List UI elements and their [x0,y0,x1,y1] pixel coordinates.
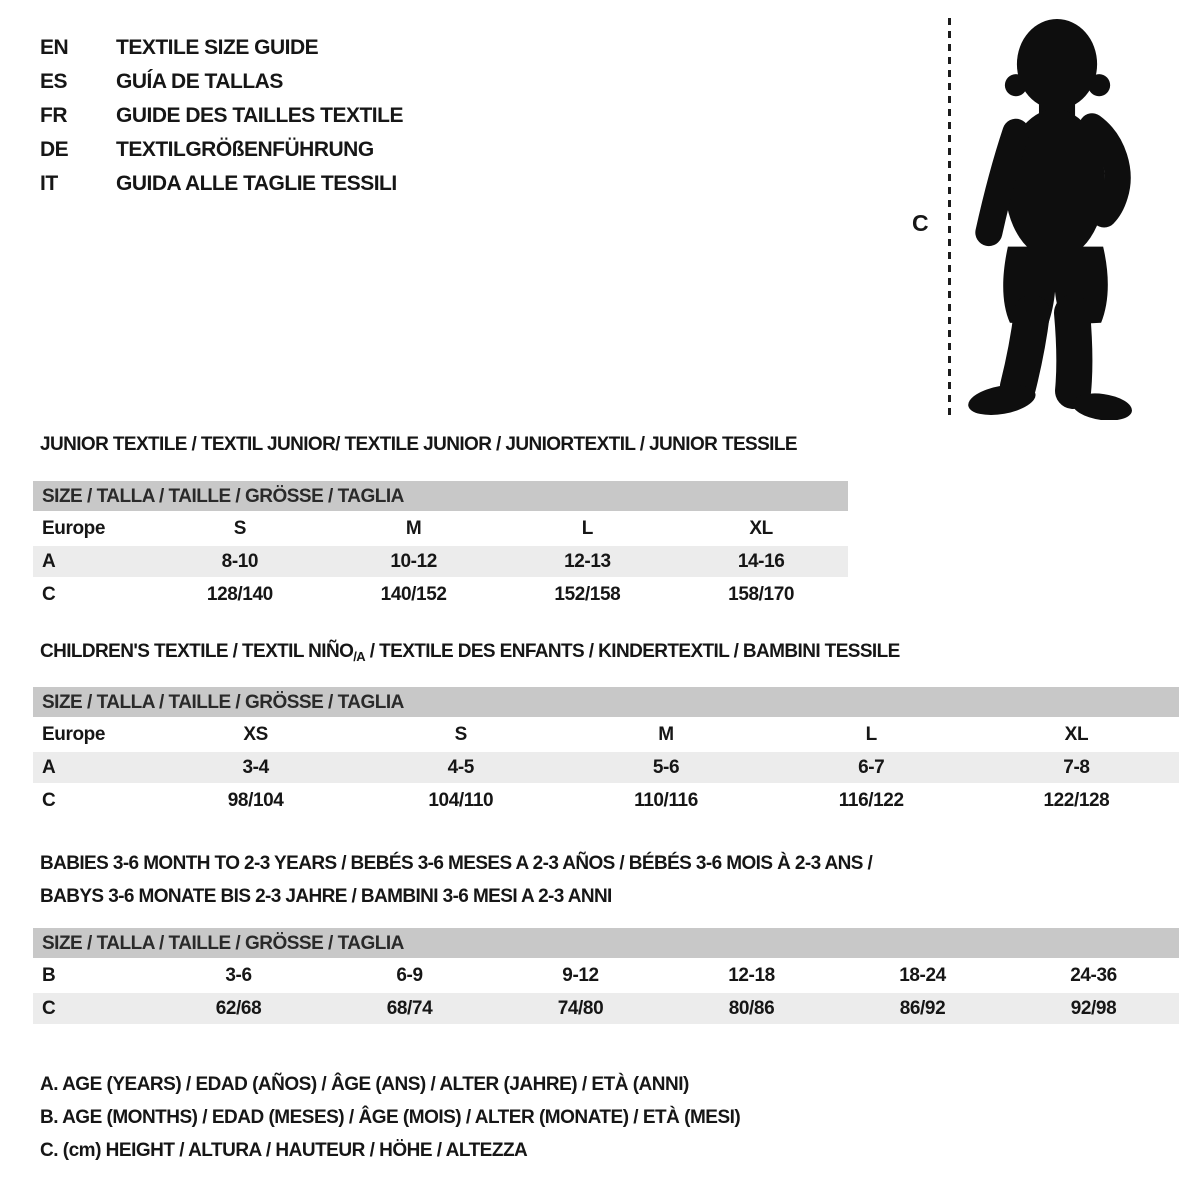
table-row [33,960,1179,991]
cell-value: 116/122 [838,789,904,811]
cell-value: 12-13 [564,550,611,572]
cell-value: 80/86 [728,997,775,1019]
guide-title-de: TEXTILGRÖßENFÜHRUNG [116,138,374,161]
table-row [33,719,1179,750]
footnote-age-years: A. AGE (YEARS) / EDAD (AÑOS) / ÂGE (ANS) / ALTER (JAHRE) / ETÀ (ANNI) [40,1074,689,1095]
cell-value: 98/104 [227,789,284,811]
cell-value: M [405,517,422,539]
language-title-list [40,31,403,201]
cell-value: 74/80 [557,997,604,1019]
cell-value: XS [243,723,268,745]
cell-value: 9-12 [562,964,599,986]
cell-value: 92/98 [1070,997,1117,1019]
section-title-babies-line2: BABYS 3-6 MONATE BIS 2-3 JAHRE / BAMBINI 3-6 MESI A 2-3 ANNI [40,886,612,907]
guide-title-es: GUÍA DE TALLAS [116,70,283,93]
table-header-bar: SIZE / TALLA / TAILLE / GRÖSSE / TAGLIA [33,928,1179,958]
cell-value: 5-6 [652,756,680,778]
section-title-junior: JUNIOR TEXTILE / TEXTIL JUNIOR/ TEXTILE JUNIOR / JUNIORTEXTIL / JUNIOR TESSILE [40,434,797,455]
cell-value: L [865,723,877,745]
row-label: B [42,964,56,986]
baby-silhouette-shapes [966,19,1134,420]
table-row [33,785,1179,816]
language-code: DE [40,138,69,161]
table-row [33,993,1179,1024]
cell-value: 104/110 [428,789,494,811]
cell-value: 6-9 [396,964,423,986]
table-header-bar: SIZE / TALLA / TAILLE / GRÖSSE / TAGLIA [33,481,848,511]
footnotes [40,1074,740,1173]
table-body [33,719,1179,816]
language-code: FR [40,104,67,127]
cell-value: XL [749,517,773,539]
row-label: C [42,997,56,1019]
height-dashed-line [948,18,951,416]
cell-value: 152/158 [554,583,621,605]
row-label: A [42,756,56,778]
cell-value: 3-6 [225,964,252,986]
cell-value: S [454,723,467,745]
table-row [33,579,848,610]
cell-value: 68/74 [386,997,433,1019]
cell-value: 86/92 [899,997,946,1019]
language-code: EN [40,36,69,59]
guide-title-it: GUIDA ALLE TAGLIE TESSILI [116,172,397,195]
baby-silhouette-image [963,14,1140,420]
language-row [40,31,403,65]
section-title-children-suffix: / TEXTILE DES ENFANTS / KINDERTEXTIL / BAMBINI TESSILE [365,641,900,662]
cell-value: 62/68 [215,997,262,1019]
table-header-bar: SIZE / TALLA / TAILLE / GRÖSSE / TAGLIA [33,687,1179,717]
cell-value: 6-7 [858,756,885,778]
language-row [40,133,403,167]
cell-value: M [658,723,674,745]
language-row [40,167,403,201]
cell-value: S [233,517,247,539]
cell-value: 12-18 [728,964,775,986]
section-title-babies [40,847,872,913]
junior-size-table [33,481,848,610]
cell-value: 10-12 [390,550,437,572]
cell-value: 24-36 [1070,964,1117,986]
cell-value: 7-8 [1063,756,1090,778]
babies-size-table [33,928,1179,1024]
language-row [40,99,403,133]
cell-value: 128/140 [206,583,273,605]
cell-value: L [581,517,593,539]
row-label: A [42,550,56,572]
row-label: C [42,583,56,605]
language-code: IT [40,172,58,195]
cell-value: 18-24 [899,964,946,986]
table-body [33,513,848,610]
section-title-children [40,641,900,668]
section-title-children-sub: /A [353,649,366,664]
cell-value: 140/152 [380,583,447,605]
measure-c-label: C [912,210,929,236]
language-code: ES [40,70,68,93]
row-label: Europe [42,723,106,745]
footnote-height-cm: C. (cm) HEIGHT / ALTURA / HAUTEUR / HÖHE / ALTEZZA [40,1140,528,1161]
cell-value: 14-16 [737,550,785,572]
guide-title-fr: GUIDE DES TAILLES TEXTILE [116,104,403,127]
guide-title-en: TEXTILE SIZE GUIDE [116,36,319,59]
cell-value: XL [1064,723,1089,745]
table-body [33,960,1179,1024]
cell-value: 122/128 [1043,789,1110,811]
row-label: C [42,789,56,811]
section-title-children-prefix: CHILDREN'S TEXTILE / TEXTIL NIÑO [40,641,354,662]
table-row [33,546,848,577]
table-row [33,513,848,544]
table-row [33,752,1179,783]
section-title-babies-line1: BABIES 3-6 MONTH TO 2-3 YEARS / BEBÉS 3-6 MESES A 2-3 AÑOS / BÉBÉS 3-6 MOIS À 2-3 ANS / [40,853,873,874]
children-size-table [33,687,1179,816]
cell-value: 3-4 [242,756,269,778]
row-label: Europe [42,517,106,539]
cell-value: 4-5 [447,756,474,778]
cell-value: 158/170 [728,583,795,605]
footnote-age-months: B. AGE (MONTHS) / EDAD (MESES) / ÂGE (MOIS) / ALTER (MONATE) / ETÀ (MESI) [40,1107,741,1128]
cell-value: 8-10 [221,550,259,572]
language-row [40,65,403,99]
cell-value: 110/116 [634,789,698,811]
